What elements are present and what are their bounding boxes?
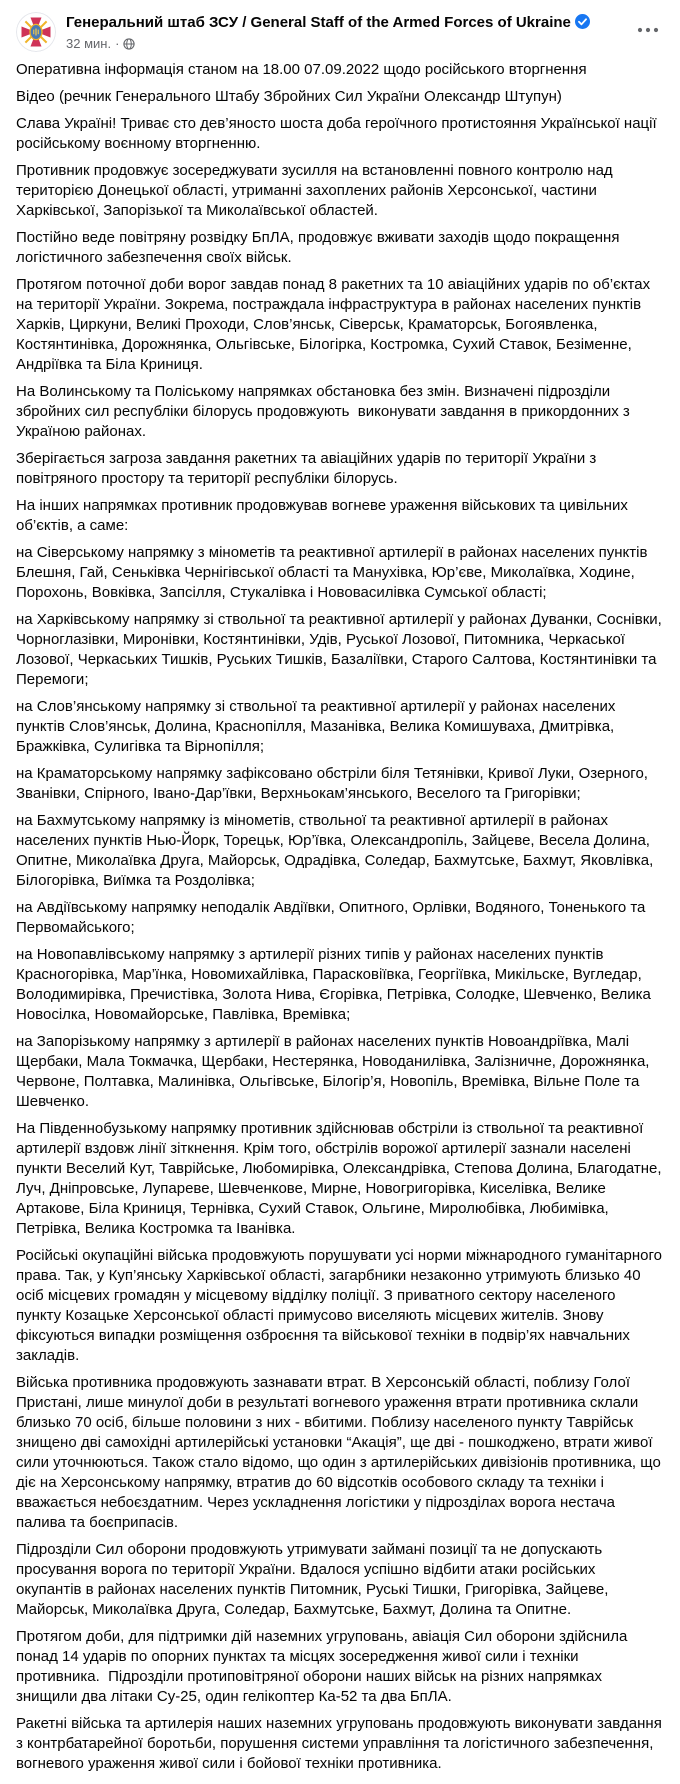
post-paragraph: Слава Україні! Триває сто дев’яносто шоста доба героїчного протистояння Української нації російському воєнному вторгненню. — [16, 115, 661, 152]
post-paragraph: на Авдіївському напрямку неподалік Авдіївки, Опитного, Орлівки, Водяного, Тоненького та Первомайського; — [16, 899, 650, 936]
ellipsis-icon — [637, 27, 659, 33]
post-paragraph: Протягом поточної доби ворог завдав понад 8 ракетних та 10 авіаційних ударів по об’єктах на території України. Зокрема, постраждала інфраструктура в районах населених пунктів Харків, Циркуни, Великі Проходи, Слов’янськ, Сіверськ, Краматорськ, Богоявленка, Костянтинівка, Дорожнянка, Ольгівське, Білогірка, Костромка, Сухий Ставок, Безіменне, Андріївка та Біла Криниця. — [16, 276, 655, 373]
post-paragraph: на Слов’янському напрямку зі ствольної та реактивної артилерії у районах населених пунктів Слов’янськ, Долина, Краснопілля, Мазанівка, Велика Комишуваха, Дмитрівка, Бражківка, Сулигівка та Вірнопілля; — [16, 698, 620, 755]
page-name-link[interactable]: Генеральний штаб ЗСУ / General Staff of the Armed Forces of Ukraine — [66, 14, 571, 31]
post-paragraph: На інших напрямках противник продовжував вогневе ураження військових та цивільних об’єктів, а саме: — [16, 497, 633, 534]
post-paragraph: Ракетні війська та артилерія наших наземних угруповань продовжують виконувати завдання з контрбатарейної боротьби, порушення системи управління та логістичного забезпечення, вогневого ураження живої сили і бойової техніки противника. — [16, 1715, 666, 1772]
post-paragraph: на Новопавлівському напрямку з артилерії різних типів у районах населених пунктів Красногорівка, Мар’їнка, Новомихайлівка, Парасковіївка, Георгіївка, Микільске, Вугледар, Володимирівка, Пречистівка, Золота Нива, Єгорівка, Петрівка, Солодке, Шевченко, Велика Новосілка, Новомайорське, Павлівка, Времівка; — [16, 946, 656, 1023]
post-paragraph: На Південнобузькому напрямку противник здійснював обстріли із ствольної та реактивної артилерії вздовж лінії зіткнення. Крім того, обстрілів ворожої артилерії зазнали населені пункти Веселий Кут, Таврійське, Любомирівка, Олександрівка, Степова Долина, Благодатне, Луч, Дніпровське, Лупареве, Шевченкове, Мирне, Новогригорівка, Киселівка, Велике Артакове, Біла Криниця, Тернівка, Сухий Ставок, Ольгине, Миролюбівка, Любимівка, Петрівка, Велика Костромка та Іванівка. — [16, 1120, 666, 1237]
post-paragraph: Підрозділи Сил оборони продовжують утримувати займані позиції та не допускають просування ворога по території України. Вдалося успішно відбити атаки російських окупантів в районах населених пунктів Питомник, Руські Тишки, Григорівка, Зайцеве, Майорськ, Миколаївка Друга, Соледар, Бахмутське, Бахмут, Долина та Опитне. — [16, 1541, 613, 1618]
post-paragraph: На Волинському та Поліському напрямках обстановка без змін. Визначені підрозділи збройних сил республіки білорусь продовжують виконувати завдання в прикордонних з Україною районах. — [16, 383, 634, 440]
post-timestamp[interactable]: 32 мин. — [66, 36, 112, 51]
post-paragraph: на Краматорському напрямку зафіксовано обстріли біля Тетянівки, Кривої Луки, Озерного, Званівки, Спірного, Івано-Дар’ївки, Верхньокам’янського, Веселого та Григорівки; — [16, 765, 653, 802]
post-paragraph: Противник продовжує зосереджувати зусилля на встановленні повного контролю над територією Донецької області, утриманні захоплених районів Херсонської, частини Харківської, Запорізької та Миколаївської областей. — [16, 162, 617, 219]
timestamp-row — [66, 35, 664, 52]
post-paragraph: Зберігається загроза завдання ракетних та авіаційних ударів по території України з повітряного простору та території республіки білорусь. — [16, 450, 601, 487]
verified-badge-icon — [575, 14, 590, 29]
post-paragraph: Російські окупаційні війська продовжують порушувати усі норми міжнародного гуманітарного права. Так, у Куп’янську Харківської області, загарбники незаконно утримують близько 40 осіб місцевих громадян у місцевому відділку поліції. З приватного сектору населеного пункту Козацьке Херсонської області примусово виселяють місцевих жителів. Знову фіксуються випадки розміщення озброєння та військової техніки в подвір’ях навчальних закладів. — [16, 1247, 667, 1364]
post-paragraph: на Сіверському напрямку з мінометів та реактивної артилерії в районах населених пунктів Блешня, Гай, Сеньківка Чернігівської області та Манухівка, Юр’єве, Миколаївка, Ходине, Порохонь, Вовківка, Запсілля, Стукалівка і Нововасилівка Сумської області; — [16, 544, 652, 601]
post-paragraph: Протягом доби, для підтримки дій наземних угруповань, авіація Сил оборони здійснила понад 14 ударів по опорних пунктах та місцях зосередження живої сили і техніки противника. Підрозділи протиповітряної оборони наших військ на різних напрямках знищили два літаки Су-25, один гелікоптер Ка-52 та два БпЛА. — [16, 1628, 632, 1705]
page-avatar-general-staff-emblem[interactable] — [16, 12, 56, 52]
page-name-row — [66, 13, 664, 33]
post-paragraph: на Запорізькому напрямку з артилерії в районах населених пунктів Новоандріївка, Малі Щербаки, Мала Токмачка, Щербаки, Нестерянка, Новоданилівка, Залізничне, Дорожнянка, Червоне, Полтавка, Малинівка, Ольгівське, Білогір’я, Новопіль, Времівка, Вільне Поле та Шевченко. — [16, 1033, 654, 1110]
post-paragraph: на Бахмутському напрямку із мінометів, ствольної та реактивної артилерії в районах населених пунктів Нью-Йорк, Торецьк, Юр’ївка, Олександропіль, Зайцеве, Весела Долина, Опитне, Миколаївка Друга, Майорськ, Одрадівка, Соледар, Бахмутське, Бахмут, Яковлівка, Білогорівка, Виїмка та Роздолівка; — [16, 812, 658, 889]
post-header-text — [66, 12, 664, 52]
post-header — [0, 0, 680, 52]
globe-icon — [123, 38, 135, 50]
post-paragraph: Оперативна інформація станом на 18.00 07.09.2022 щодо російського вторгнення — [16, 61, 587, 78]
post-paragraph: Постійно веде повітряну розвідку БпЛА, продовжує вживати заходів щодо покращення логістичного забезпечення своїх військ. — [16, 229, 624, 266]
post-paragraph: Війська противника продовжують зазнавати втрат. В Херсонській області, поблизу Голої Пристані, лише минулої доби в результаті вогневого ураження втрати противника склали близько 70 осіб, більше половини з них - вбитими. Поблизу населеного пункту Таврійськ знищено дві самохідні артилерійські установки “Акація”, ще дві - пошкоджено, втрати живої сили уточнюються. Також стало відомо, що один з артилерійських дивізіонів противника, що діє на Херсонському напрямку, втратив до 60 відсотків особового складу та техніки і вважається небоєздатним. Через ускладнення логістики у підрозділах ворога нестача палива та боєприпасів. — [16, 1374, 665, 1531]
post-paragraph: на Харківському напрямку зі ствольної та реактивної артилерії у районах Дуванки, Соснівки, Чорноглазівки, Миронівки, Костянтинівки, Удів, Руської Лозової, Питомника, Черкаської Лозової, Черкаських Тишків, Руських Тишків, Базаліївки, Старого Салтова, Костянтинівки та Перемоги; — [16, 611, 667, 688]
post-paragraph: Відео (речник Генерального Штабу Збройних Сил України Олександр Штупун) — [16, 88, 562, 105]
post-content — [0, 52, 680, 1784]
timestamp-separator: · — [115, 36, 120, 51]
post-options-button[interactable] — [632, 18, 664, 42]
